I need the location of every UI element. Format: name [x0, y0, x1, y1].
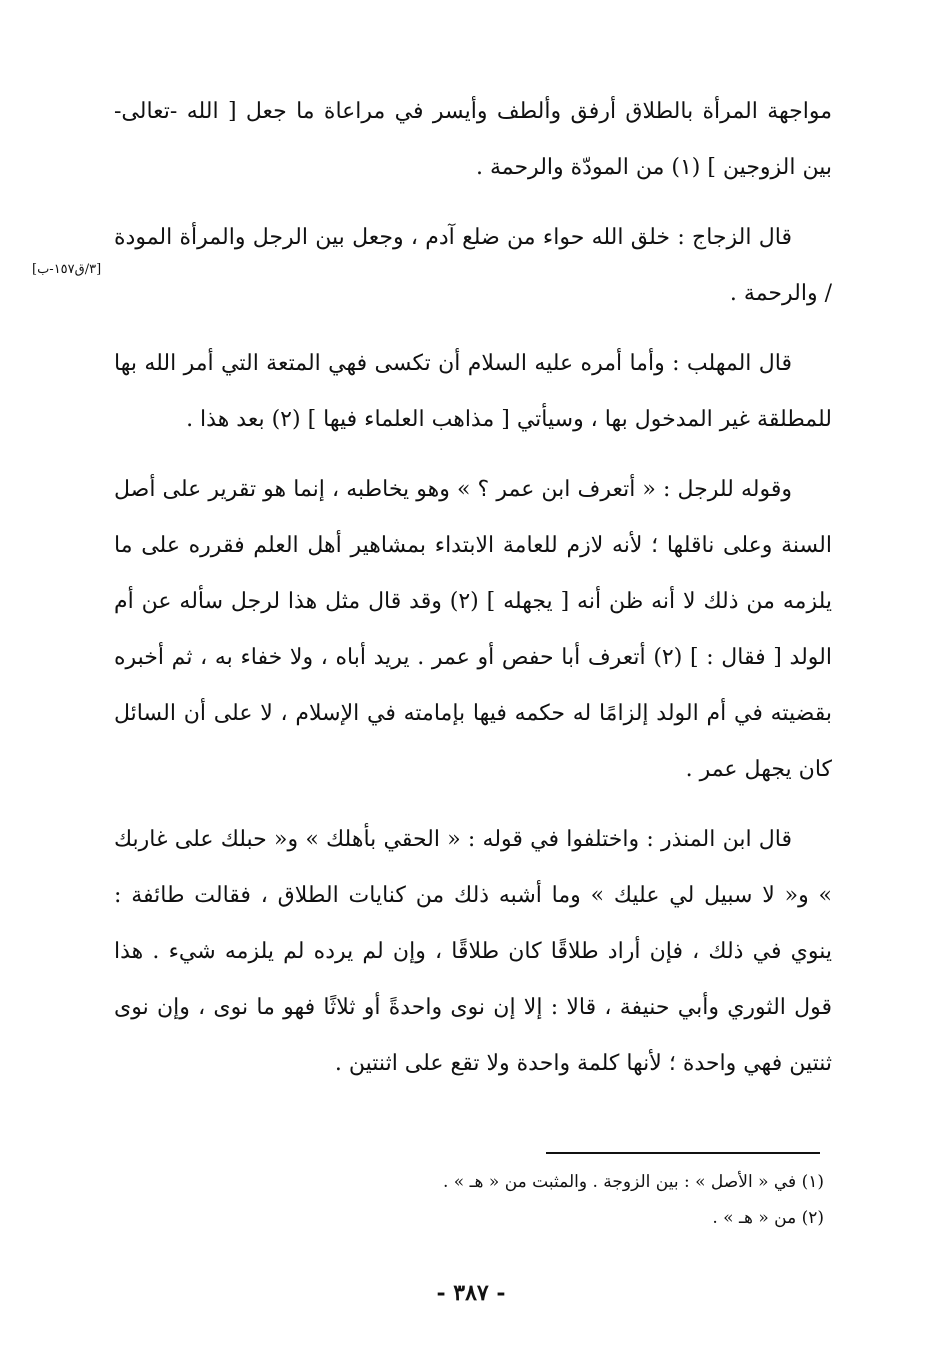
main-text	[114, 84, 832, 1106]
page-number: - ٣٨٧ -	[436, 1280, 506, 1306]
paragraph-3: قال المهلب : وأما أمره عليه السلام أن تكسى فهي المتعة التي أمر الله بها للمطلقة غير المدخول بها ، وسيأتي [ مذاهب العلماء فيها ] (٢) بعد هذا .	[114, 351, 832, 432]
paragraph-5: قال ابن المنذر : واختلفوا في قوله : « الحقي بأهلك » و« حبلك على غاربك » و« لا سبيل لي عليك » وما أشبه ذلك من كنايات الطلاق ، فقالت طائفة : ينوي في ذلك ، فإن أراد طلاقًا كان طلاقًا ، وإن لم يرده لم يلزمه شيء . هذا قول الثوري وأبي حنيفة ، قالا : إلا إن نوى واحدةً أو ثلاثًا فهو ما نوى ، وإن نوى ثنتين فهي واحدة ؛ لأنها كلمة واحدة ولا تقع على اثنتين .	[114, 827, 832, 1076]
paragraph-1: مواجهة المرأة بالطلاق أرفق وألطف وأيسر في مراعاة ما جعل [ الله -تعالى- بين الزوجين ] (١) من المودّة والرحمة .	[114, 99, 832, 180]
manuscript-folio-note: [٣/ق١٥٧-ب]	[32, 262, 102, 277]
footnote-divider	[546, 1152, 820, 1154]
paragraph-4: وقوله للرجل : « أتعرف ابن عمر ؟ » وهو يخاطبه ، إنما هو تقرير على أصل السنة وعلى ناقلها ؛ لأنه لازم للعامة الابتداء بمشاهير أهل العلم فقرره على ما يلزمه من ذلك لا أنه ظن أنه [ يجهله ] (٢) وقد قال مثل هذا لرجل سأله عن أم الولد [ فقال : ] (٢) أتعرف أبا حفص أو عمر . يريد أباه ، ولا خفاء به ، ثم أخبره بقضيته في أم الولد إلزامًا له حكمه فيها بإمامته في الإسلام ، لا على أن السائل كان يجهل عمر .	[114, 477, 832, 782]
footnotes	[300, 1164, 824, 1236]
footnote-1: (١) في « الأصل » : بين الزوجة . والمثبت من « هـ » .	[442, 1172, 824, 1192]
footnote-2: (٢) من « هـ » .	[712, 1208, 824, 1228]
paragraph-2: قال الزجاج : خلق الله حواء من ضلع آدم ، وجعل بين الرجل والمرأة المودة / والرحمة .	[114, 225, 832, 306]
